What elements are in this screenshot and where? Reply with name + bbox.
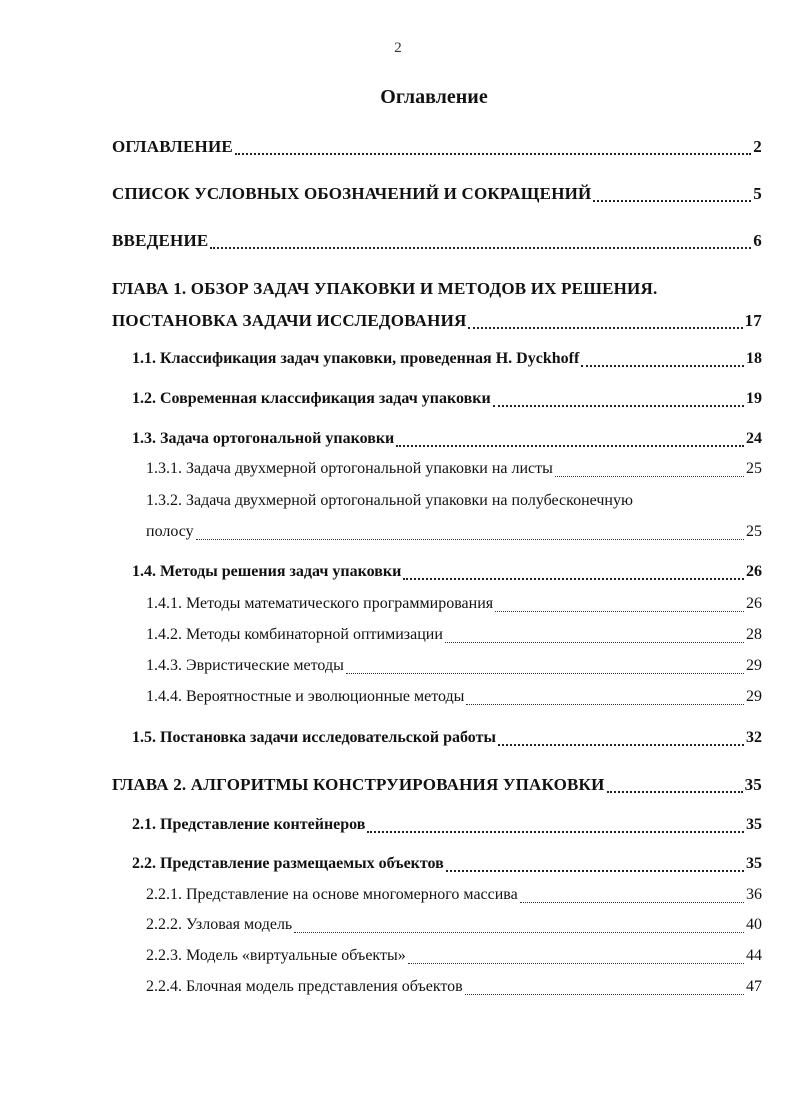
toc-entry-label: 1.4.4. Вероятностные и эволюционные методы [146, 688, 465, 705]
toc-entry-label: 2.2.3. Модель «виртуальные объекты» [146, 947, 406, 964]
dot-leader [581, 359, 744, 367]
dot-leader [607, 785, 743, 793]
toc-entry-1-4[interactable] [132, 560, 762, 584]
dot-leader [196, 533, 744, 540]
dot-leader [294, 926, 744, 933]
dot-leader [446, 864, 744, 872]
dot-leader [495, 605, 744, 612]
toc-entry-label: 2.2.1. Представление на основе многомерного массива [146, 886, 518, 903]
toc-entry-chapter1[interactable] [112, 309, 762, 333]
dot-leader [403, 572, 744, 580]
toc-entry-contents[interactable] [112, 135, 762, 159]
toc-entry-label: СПИСОК УСЛОВНЫХ ОБОЗНАЧЕНИЙ И СОКРАЩЕНИЙ [112, 184, 592, 203]
toc-entry-2-1[interactable] [132, 813, 762, 837]
toc-page-number: 26 [746, 563, 762, 580]
toc-entry-label: 2.2. Представление размещаемых объектов [132, 855, 444, 872]
toc-entry-label: 1.3.1. Задача двухмерной ортогональной упаковки на листы [146, 460, 553, 477]
toc-page-number: 25 [746, 523, 762, 540]
toc-entry-chapter1-line1[interactable]: ГЛАВА 1. ОБЗОР ЗАДАЧ УПАКОВКИ И МЕТОДОВ ИХ РЕШЕНИЯ. [112, 279, 658, 298]
dot-leader [465, 988, 744, 995]
toc-page-number: 25 [746, 460, 762, 477]
toc-entry-1-3-1[interactable] [146, 457, 762, 481]
toc-page-number: 35 [744, 775, 762, 794]
dot-leader [555, 470, 744, 477]
toc-page-number: 36 [746, 886, 762, 903]
toc-entry-1-4-1[interactable] [146, 592, 762, 616]
toc-page-number: 29 [746, 688, 762, 705]
toc-entry-1-4-3[interactable] [146, 654, 762, 678]
toc-page-number: 40 [746, 916, 762, 933]
dot-leader [468, 321, 742, 329]
dot-leader [408, 957, 744, 964]
toc-entry-label: 2.1. Представление контейнеров [132, 816, 366, 833]
toc-page-number: 35 [746, 855, 762, 872]
toc-entry-label: ГЛАВА 2. АЛГОРИТМЫ КОНСТРУИРОВАНИЯ УПАКОВКИ [112, 775, 605, 794]
toc-entry-label: 2.2.2. Узловая модель [146, 916, 293, 933]
toc-entry-abbreviations[interactable] [112, 182, 762, 206]
toc-entry-1-1[interactable] [132, 347, 762, 371]
toc-entry-label: 2.2.4. Блочная модель представления объектов [146, 978, 463, 995]
page-title: Оглавление [380, 86, 488, 108]
toc-page-number: 17 [744, 311, 762, 330]
dot-leader [210, 241, 751, 249]
toc-entry-introduction[interactable] [112, 229, 762, 253]
toc-entry-2-2[interactable] [132, 852, 762, 876]
toc-page-number: 6 [753, 231, 762, 250]
toc-entry-label: 1.1. Классификация задач упаковки, проведенная H. Dyckhoff [132, 350, 580, 367]
toc-page-number: 24 [746, 430, 762, 447]
toc-page-number: 26 [746, 595, 762, 612]
toc-page-number: 47 [746, 978, 762, 995]
dot-leader [346, 667, 744, 674]
dot-leader [520, 896, 744, 903]
toc-page-number: 19 [746, 390, 762, 407]
toc-page-number: 18 [746, 350, 762, 367]
dot-leader [396, 439, 744, 447]
toc-page-number: 5 [753, 184, 762, 203]
toc-page-number: 2 [753, 137, 762, 156]
page-number: 2 [394, 40, 402, 56]
dot-leader [493, 399, 744, 407]
toc-entry-1-4-2[interactable] [146, 623, 762, 647]
toc-entry-label: полосу [146, 523, 194, 540]
toc-entry-label: ПОСТАНОВКА ЗАДАЧИ ИССЛЕДОВАНИЯ [112, 311, 467, 330]
toc-entry-1-3-2[interactable] [146, 520, 762, 544]
toc-entry-1-3-2-line1[interactable]: 1.3.2. Задача двухмерной ортогональной упаковки на полубесконечную [146, 492, 633, 509]
toc-page-number: 35 [746, 816, 762, 833]
toc-entry-1-5[interactable] [132, 726, 762, 750]
toc-entry-label: ОГЛАВЛЕНИЕ [112, 137, 233, 156]
toc-entry-2-2-2[interactable] [146, 913, 762, 937]
toc-entry-chapter2[interactable] [112, 773, 762, 797]
toc-entry-label: 1.2. Современная классификация задач упаковки [132, 390, 491, 407]
toc-entry-label: 1.4.1. Методы математического программирования [146, 595, 494, 612]
toc-entry-2-2-4[interactable] [146, 975, 762, 999]
toc-entry-2-2-1[interactable] [146, 883, 762, 907]
toc-page-number: 28 [746, 626, 762, 643]
toc-entry-1-3[interactable] [132, 427, 762, 451]
toc-entry-1-4-4[interactable] [146, 685, 762, 709]
toc-page-number: 44 [746, 947, 762, 964]
toc-entry-1-2[interactable] [132, 387, 762, 411]
toc-page-number: 32 [746, 729, 762, 746]
toc-entry-label: 1.3. Задача ортогональной упаковки [132, 430, 395, 447]
dot-leader [445, 636, 744, 643]
dot-leader [367, 825, 744, 833]
dot-leader [498, 738, 744, 746]
dot-leader [235, 147, 751, 155]
toc-entry-label: 1.4.2. Методы комбинаторной оптимизации [146, 626, 443, 643]
toc-entry-label: 1.4.3. Эвристические методы [146, 657, 344, 674]
toc-entry-label: 1.4. Методы решения задач упаковки [132, 563, 402, 580]
dot-leader [466, 698, 744, 705]
toc-page-number: 29 [746, 657, 762, 674]
dot-leader [593, 194, 751, 202]
toc-entry-label: 1.5. Постановка задачи исследовательской работы [132, 729, 496, 746]
toc-entry-label: ВВЕДЕНИЕ [112, 231, 209, 250]
toc-entry-2-2-3[interactable] [146, 944, 762, 968]
